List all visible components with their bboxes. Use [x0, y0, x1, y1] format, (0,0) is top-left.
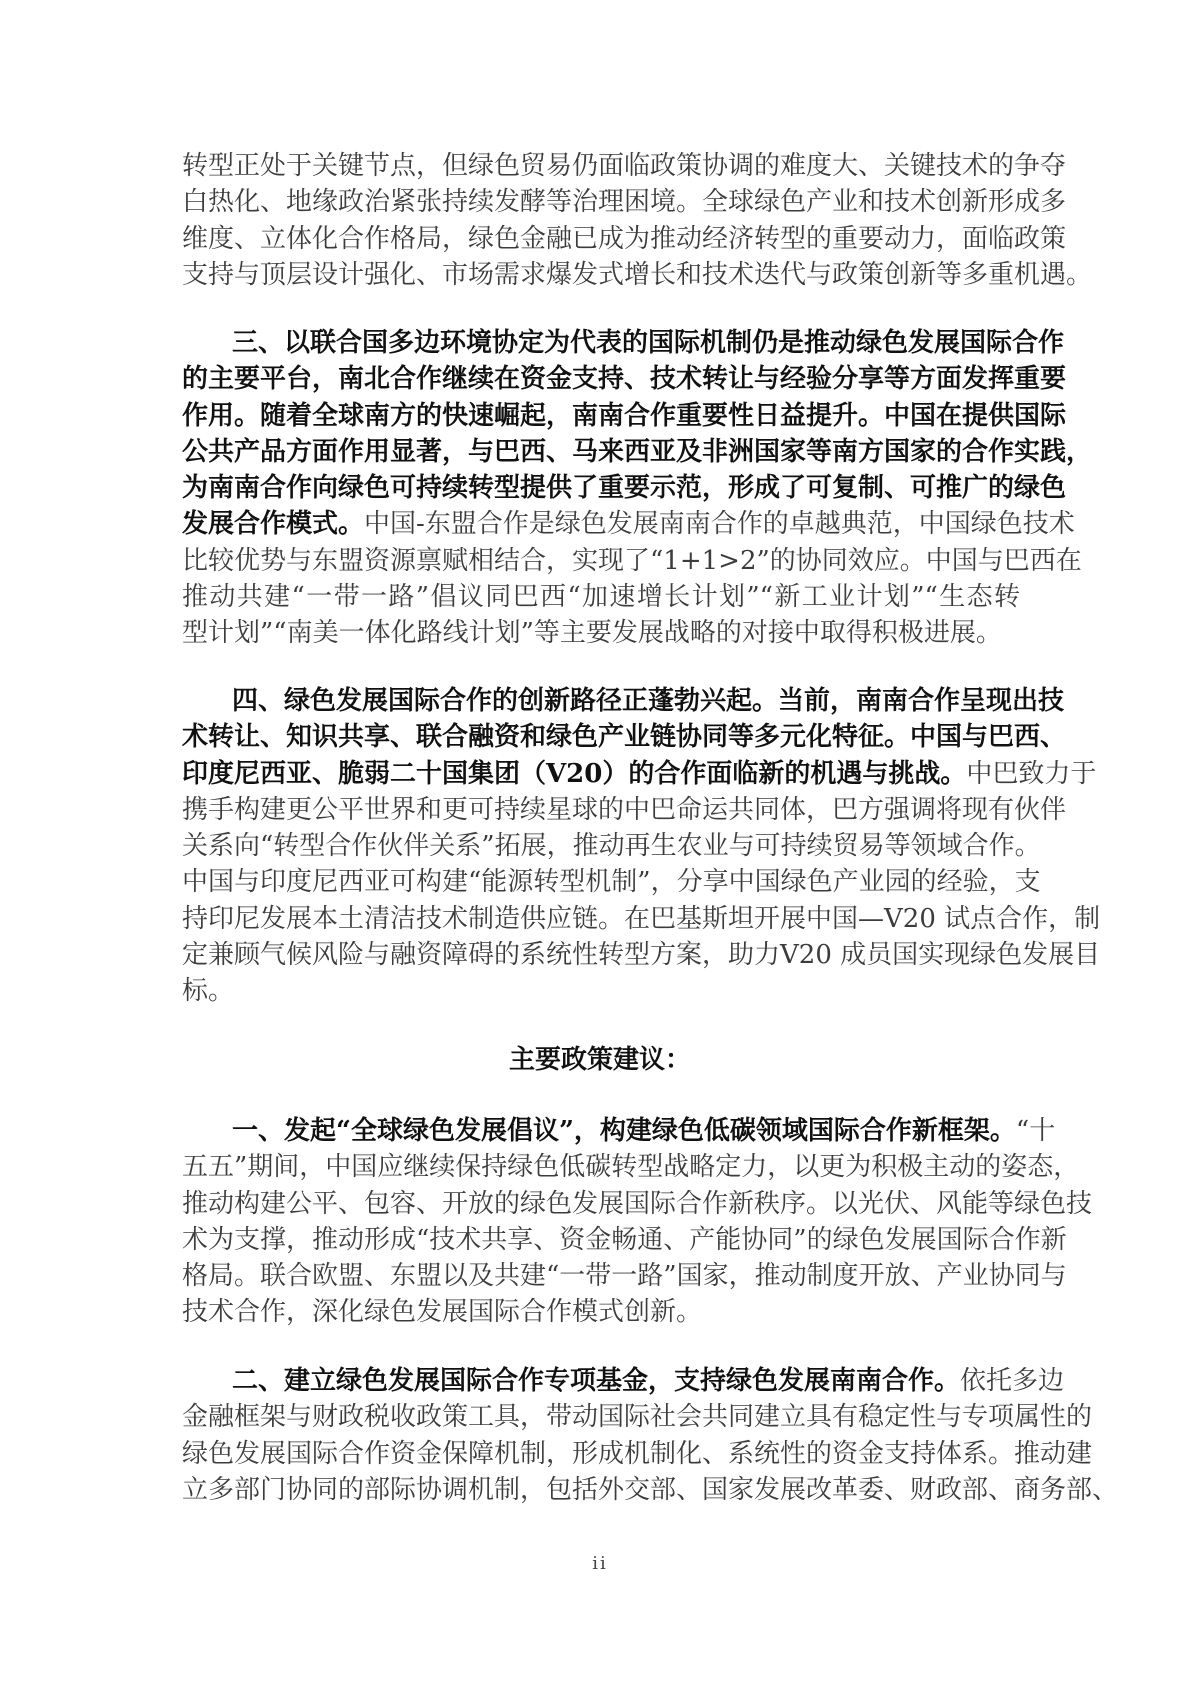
paragraph-trade-challenges: [182, 148, 1093, 293]
text-line: [182, 325, 1065, 361]
text-line: [182, 470, 1067, 506]
body-text: 格局。联合欧盟、东盟以及共建“一带一路”国家，推动制度开放、产业协同与: [182, 1261, 1067, 1292]
text-line: [182, 1472, 1119, 1508]
text-line: [182, 361, 1067, 397]
text-line: [182, 792, 1067, 828]
text-line: [182, 184, 1067, 220]
body-text: 标。: [182, 976, 235, 1007]
bold-text: 一、发起“全球绿色发展倡议”，构建绿色低碳领域国际合作新框架。: [232, 1116, 1016, 1146]
text-line: [182, 221, 1067, 257]
text-line: [182, 506, 1075, 542]
body-text: 中巴致力于: [966, 758, 1097, 789]
body-text: 推动共建“一带一路”倡议同巴西“加速增长计划”“新工业计划”“生态转: [182, 582, 1020, 613]
body-text: 中国-东盟合作是绿色发展南南合作的卓越典范，中国绿色技术: [364, 509, 1075, 540]
paragraph-recommendation-two: [182, 1363, 1119, 1508]
text-line: [182, 1399, 1093, 1435]
text-line: [182, 1436, 1093, 1472]
text-line: [182, 1222, 1067, 1258]
paragraph-point-four: [182, 683, 1101, 1010]
body-text: 绿色发展国际合作资金保障机制，形成机制化、系统性的资金支持体系。推动建: [182, 1438, 1093, 1469]
body-text: “十: [1015, 1116, 1056, 1146]
body-text: 维度、立体化合作格局，绿色金融已成为推动经济转型的重要动力，面临政策: [182, 223, 1067, 254]
text-line: [182, 937, 1101, 973]
body-text: 推动构建公平、包容、开放的绿色发展国际合作新秩序。以光伏、风能等绿色技: [182, 1188, 1093, 1219]
bold-text: 四、绿色发展国际合作的创新路径正蓬勃兴起。当前，南南合作呈现出技: [232, 686, 1065, 716]
bold-text: 二、建立绿色发展国际合作专项基金，支持绿色发展南南合作。: [232, 1366, 961, 1396]
text-line: [182, 579, 1020, 615]
section-heading: 主要政策建议：: [508, 1045, 691, 1075]
text-line: [182, 1186, 1093, 1222]
bold-text: 三、以联合国多边环境协定为代表的国际机制仍是推动绿色发展国际合作: [232, 328, 1065, 358]
text-line: [182, 973, 1020, 1009]
body-text: 转型正处于关键节点，但绿色贸易仍面临政策协调的难度大、关键技术的争夺: [182, 151, 1067, 181]
body-text: 定兼顾气候风险与融资障碍的系统性转型方案，助力V20 成员国实现绿色发展目: [182, 940, 1101, 971]
text-line: [182, 1113, 1056, 1149]
bold-text: 的主要平台，南北合作继续在资金支持、技术转让与经验分享等方面发挥重要: [182, 364, 1067, 395]
body-text: 白热化、地缘政治紧张持续发酵等治理困境。全球绿色产业和技术创新形成多: [182, 187, 1067, 218]
text-line: [182, 1149, 1080, 1185]
text-line: [182, 1294, 1020, 1330]
paragraph-recommendation-one: [182, 1113, 1093, 1331]
body-text: 术为支撑，推动形成“技术共享、资金畅通、产能协同”的绿色发展国际合作新: [182, 1224, 1067, 1255]
text-line: [182, 683, 1065, 719]
bold-text: 术转让、知识共享、联合融资和绿色产业链协同等多元化特征。中国与巴西、: [182, 722, 1067, 753]
bold-text: 为南南合作向绿色可持续转型提供了重要示范，形成了可复制、可推广的绿色: [182, 473, 1067, 504]
body-text: 关系向“转型合作伙伴关系”拓展，推动再生农业与可持续贸易等领域合作。: [182, 831, 1041, 862]
body-text: 支持与顶层设计强化、市场需求爆发式增长和技术迭代与政策创新等多重机遇。: [182, 259, 1093, 290]
text-line: [182, 901, 1101, 937]
bold-text: 公共产品方面作用显著，与巴西、马来西亚及非洲国家等南方国家的合作实践，: [182, 436, 1093, 467]
text-line: [182, 615, 1020, 651]
text-line: [182, 434, 1093, 470]
text-line: [182, 864, 1041, 900]
page-number: ii: [592, 1553, 608, 1574]
text-line: [182, 756, 1097, 792]
body-text: 中国与印度尼西亚可构建“能源转型机制”，分享中国绿色产业园的经验，支: [182, 867, 1041, 898]
body-text: 立多部门协同的部际协调机制，包括外交部、国家发展改革委、财政部、商务部、: [182, 1474, 1119, 1505]
body-text: 技术合作，深化绿色发展国际合作模式创新。: [182, 1297, 703, 1328]
body-text: 持印尼发展本土清洁技术制造供应链。在巴基斯坦开展中国—V20 试点合作，制: [182, 903, 1101, 934]
text-line: [182, 543, 1082, 579]
bold-text: 发展合作模式。: [182, 509, 365, 540]
body-text: 金融框架与财政税收政策工具，带动国际社会共同建立具有稳定性与专项属性的: [182, 1402, 1093, 1433]
text-line: [182, 828, 1041, 864]
body-text: 依托多边: [960, 1366, 1065, 1396]
text-line: [182, 398, 1067, 434]
text-line: [182, 257, 1093, 293]
body-text: 型计划”“南美一体化路线计划”等主要发展战略的对接中取得积极进展。: [182, 618, 1002, 649]
text-line: [182, 1363, 1065, 1399]
text-line: [182, 719, 1067, 755]
text-line: [182, 148, 1067, 184]
paragraph-point-three: [182, 325, 1093, 652]
text-line: [182, 1258, 1067, 1294]
bold-text: 印度尼西亚、脆弱二十国集团（V20）的合作面临新的机遇与挑战。: [182, 758, 967, 789]
body-text: 携手构建更公平世界和更可持续星球的中巴命运共同体，巴方强调将现有伙伴: [182, 794, 1067, 825]
bold-text: 作用。随着全球南方的快速崛起，南南合作重要性日益提升。中国在提供国际: [182, 400, 1067, 431]
body-text: 比较优势与东盟资源禀赋相结合，实现了“1+1>2”的协同效应。中国与巴西在: [182, 545, 1082, 576]
body-text: 五五”期间，中国应继续保持绿色低碳转型战略定力，以更为积极主动的姿态，: [182, 1152, 1080, 1183]
